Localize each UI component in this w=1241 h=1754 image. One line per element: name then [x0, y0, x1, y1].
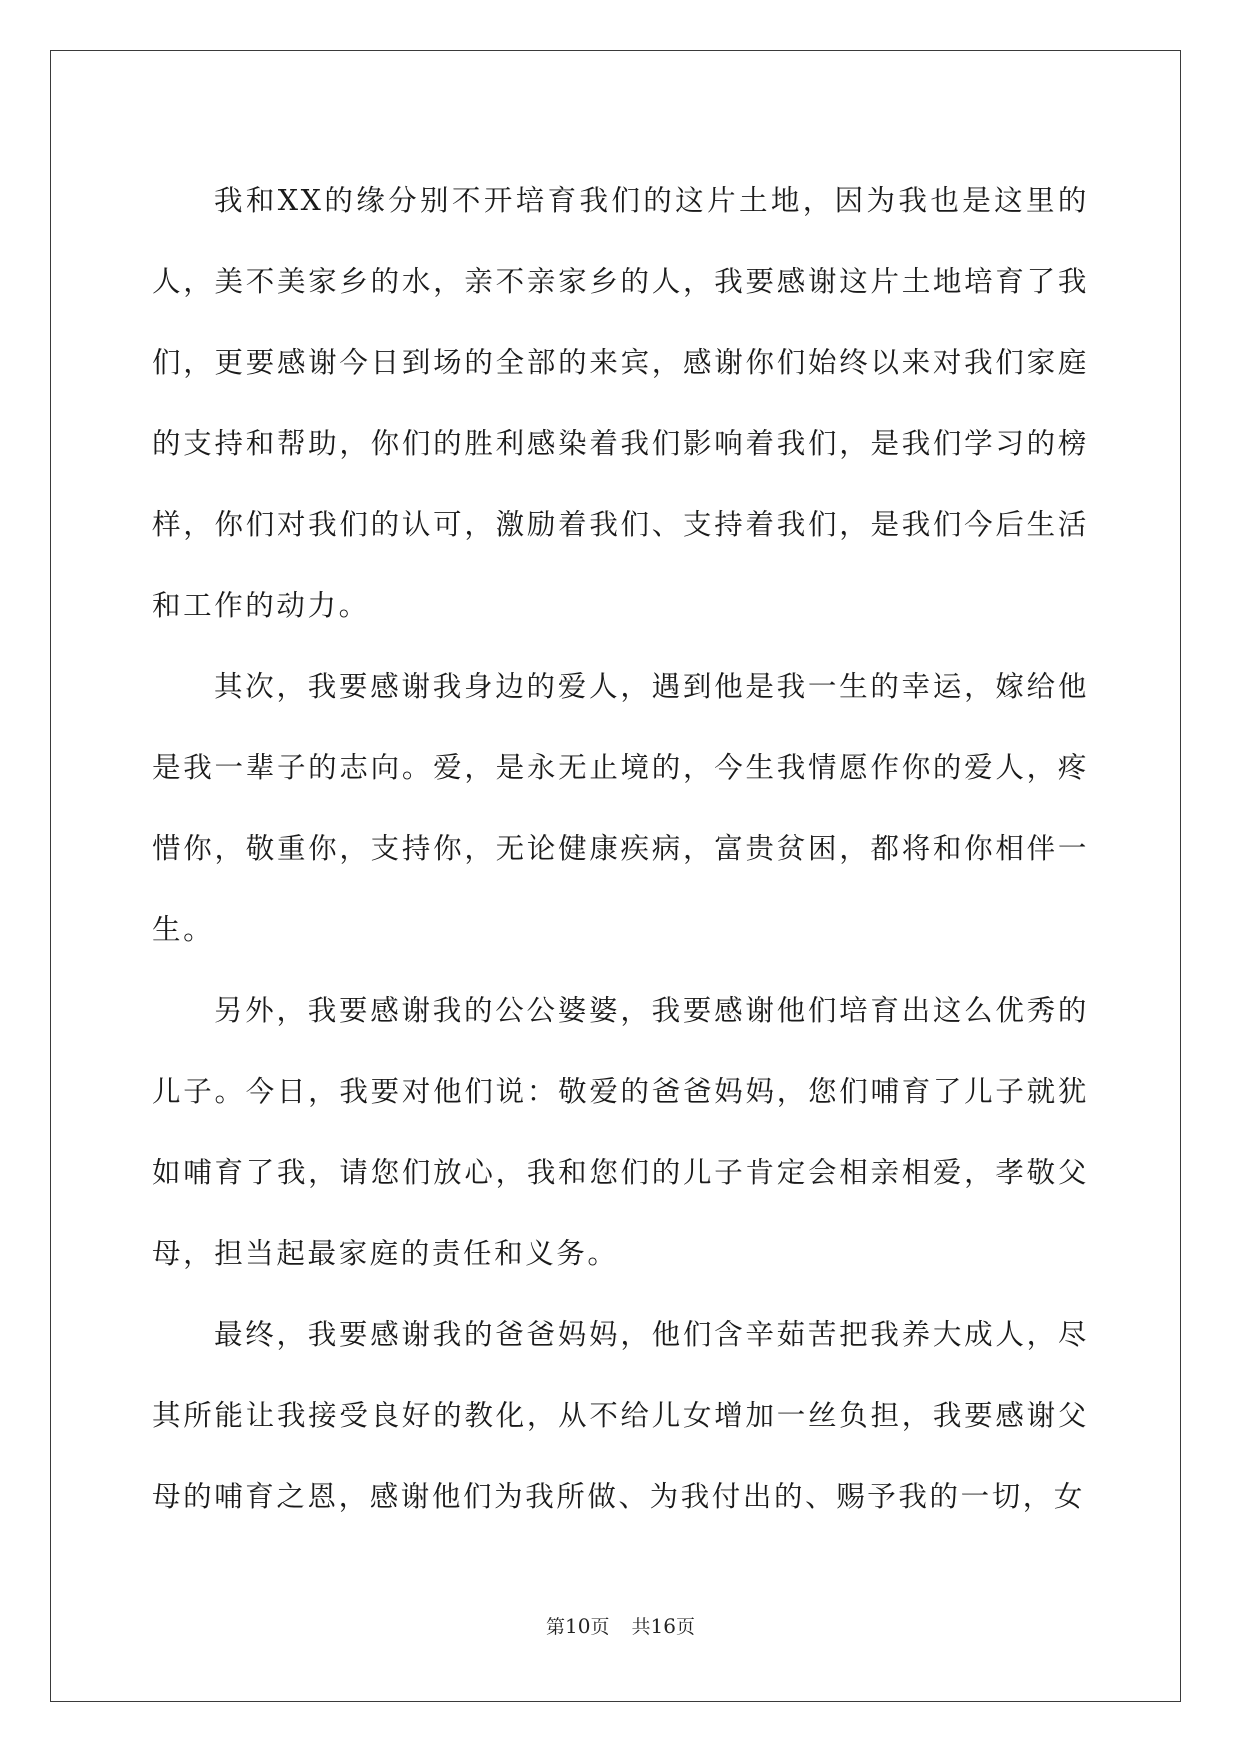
- document-body: [152, 160, 1089, 1537]
- footer-prefix: 第: [546, 1616, 566, 1638]
- footer-total-unit: 页: [675, 1616, 695, 1638]
- paragraph-4: 最终，我要感谢我的爸爸妈妈，他们含辛茹苦把我养大成人，尽其所能让我接受良好的教化，从不给儿女增加一丝负担，我要感谢父母的哺育之恩，感谢他们为我所做、为我付出的、赐予我的一切，女: [152, 1318, 1089, 1513]
- paragraph-2: 其次，我要感谢我身边的爱人，遇到他是我一生的幸运，嫁给他是我一辈子的志向。爱，是永无止境的，今生我情愿作你的爱人，疼惜你，敬重你，支持你，无论健康疾病，富贵贫困，都将和你相伴一生。: [152, 670, 1089, 946]
- total-pages-number: 16: [650, 1614, 676, 1638]
- paragraph-1: 我和XX的缘分别不开培育我们的这片土地，因为我也是这里的人，美不美家乡的水，亲不亲家乡的人，我要感谢这片土地培育了我们，更要感谢今日到场的全部的来宾，感谢你们始终以来对我们家庭的支持和帮助，你们的胜利感染着我们影响着我们，是我们学习的榜样，你们对我们的认可，激励着我们、支持着我们，是我们今后生活和工作的动力。: [152, 184, 1089, 622]
- page-footer: [0, 1612, 1241, 1639]
- footer-total-prefix: 共: [631, 1616, 651, 1638]
- current-page-number: 10: [565, 1614, 591, 1638]
- paragraph-3: 另外，我要感谢我的公公婆婆，我要感谢他们培育出这么优秀的儿子。今日，我要对他们说：敬爱的爸爸妈妈，您们哺育了儿子就犹如哺育了我，请您们放心，我和您们的儿子肯定会相亲相爱，孝敬父母，担当起最家庭的责任和义务。: [152, 994, 1089, 1270]
- footer-page-unit: 页: [590, 1616, 610, 1638]
